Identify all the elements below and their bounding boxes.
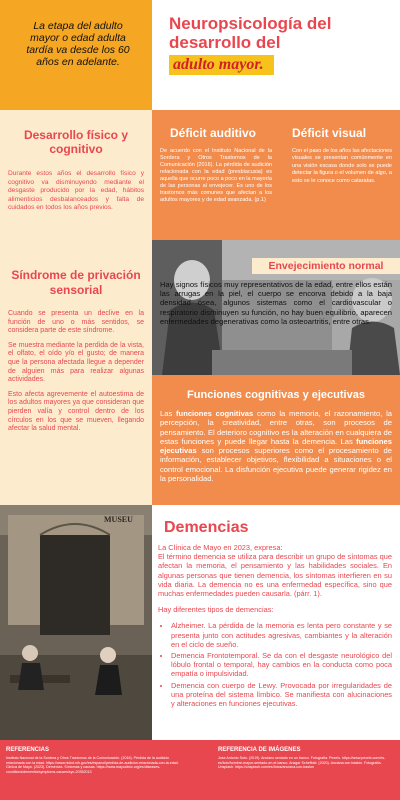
visual-heading: Déficit visual [292,126,367,140]
demencias-quote: El término demencia se utiliza para describir un grupo de síntomas que afectan la memoria, el pensamiento y las habilidades sociales. En algunas personas que tienen demencia, los síntomas interfieren en su vida diaria. La demencia no es una enfermedad específica, sino que muchas enfermedades pueden causarla. (párr. 1). [158,552,392,599]
funciones-text-part: Las [160,409,177,418]
funciones-ejecutivas-term: funciones ejecutivas [160,436,392,456]
references-column [6,747,182,774]
auditivo-section [152,110,280,240]
list-item: • Demencia con cuerpo de Lewy. Provocada por irregularidades de una proteína del sistema límbico. Se manifiesta con alucinaciones y alteraciones en funciones ejecutivas. [171,681,392,709]
references-heading: REFERENCIAS [6,747,50,753]
page-title-highlight: adulto mayor. [169,55,274,75]
title-box [152,0,400,110]
envejecimiento-text: Hay signos físicos muy representativos de la edad, entre ellos están las arrugas en la piel, el cuerpo se encorva debido a la baja densidad ósea, algunos sistemas como el cardiovascular o respiratorio disminuyen su función, no hay buen equilibrio, aparecen enfermedades degenerativas como la osteoartritis, entre otras. [160,280,392,326]
demencias-heading: Demencias [164,519,249,536]
intro-text: La etapa del adulto mayor o edad adulta tardía va desde los 60 años en adelante. [26,20,130,68]
sindrome-text [8,310,144,434]
visual-section [280,110,400,240]
auditivo-text: De acuerdo con el Instituto Nacional de la Sordera y Otros Trastornos de la Comunicación (2016). La pérdida de audición relacionada con la edad (presbiacusia) es aquella que ocurre poco a poco en la mayoría de las personas al envejecer. Es uno de los trastornos más comunes que afectan a los adultos mayores y de edad avanzada. (p.1) [160,148,272,203]
demencias-text [158,543,392,708]
funciones-cognitivas-term: funciones cognitivas [176,409,254,418]
sindrome-heading: Síndrome de privación sensorial [11,268,141,297]
image-references-column [218,747,394,770]
auditivo-heading: Déficit auditivo [170,126,257,140]
references-footer [0,740,400,800]
visual-text: Con el paso de los años las afectaciones visuales se presentan comúnmente en una visión escasa donde solo se puede detectar la figura o el volumen de algo, a esto se le conoce como cataratas. [292,148,392,184]
sindrome-section [0,240,152,505]
sindrome-paragraph: Cuando se presenta un declive en la función de uno o más sentidos, se considera parte de este síndrome. [8,310,144,335]
demencias-types-intro: Hay diferentes tipos de demencias: [158,605,274,615]
page-title-line-2: desarrollo del [169,33,281,52]
fisico-section [0,110,152,240]
demencias-photo [0,505,152,740]
funciones-heading: Funciones cognitivas y ejecutivas [187,389,365,401]
sindrome-paragraph: Esto afecta agrevemente el autoestima de los adultos mayores ya que consideran que pierden valía y control dentro de los círculos en los que se mueven, llegando afectar la salud mental. [8,390,144,433]
fisico-heading: Desarrollo físico y cognitivo [23,128,129,156]
image-references-text: Jose Antonio Soto. (2019). Anciano sentado en un banco. Fotografía. Pexels. https://www.pexels.com/es-es/foto/hombre-mayor-sentado-en-el-banco. Ansgar Scheffold. (2020). Anciana con bastón. Fotografía. Unsplash. https://unsplash.com/es/fotos/anciana-con-baston [218,756,386,770]
funciones-text-part: como la memoria, el razonamiento, la percepción, la creatividad, entre otras, son procesos de pensamiento. El deterioro cognitivo es la alteración en cualquiera de estas funciones y puede llegar hasta la demencia. Las [160,409,392,446]
funciones-text [160,409,392,483]
elderly-men-photo [0,505,152,740]
demencias-source: La Clínica de Mayo en 2023, expresa: [158,543,283,552]
list-item: • Demencia Frontotemporal. Se da con el desgaste neurológico del lóbulo frontal o temporal, hay cambios en la conducta como poca empatía o impulsividad. [171,651,392,679]
list-item: • Alzheimer. La pérdida de la memoria es lenta pero constante y se presenta junto con actitudes agresivas, cambiantes y la alteración en el ciclo de sueño. [171,621,392,649]
funciones-section [152,375,400,505]
image-references-heading: REFERENCIA DE IMÁGENES [218,747,301,753]
envejecimiento-heading: Envejecimiento normal [252,258,400,274]
intro-box [0,0,152,110]
fisico-text: Durante estos años el desarrollo físico y cognitivo va disminuyendo mediante el desgaste producido por la edad, hábitos alimenticios desbalanceados y falta de cuidados en todos los años previos. [8,170,144,212]
references-text: Instituto Nacional de la Sordera y Otros Trastornos de la Comunicación. (2016). Pérdida de la audición relacionada con la edad. https://www.nidcd.nih.gov/es/espanol/perdida-de-audicion-relacionada-con-la-edad. Clínica de Mayo. (2023). Demencia. Síntomas y causas. https://www.mayoclinic.org/es/diseases-conditions/dementia/symptoms-causes/syc-20352013 [6,756,179,774]
museu-sign: MUSEU [104,515,133,524]
page-title-line-1: Neuropsicología del [169,14,332,33]
funciones-text-part: son procesos superiores como el procesamiento de información, establecer objetivos, flexibilidad a situaciones o el control emocional. La disfunción ejecutiva puede generar rigidez en la personalidad. [160,446,392,484]
demencias-section [152,505,400,740]
envejecimiento-section [152,240,400,375]
sindrome-paragraph: Se muestra mediante la perdida de la vista, el olfato, el oído y/o el gusto; de manera que la persona afectada llegue a depender de alguien más para realizar algunas actividades. [8,341,144,384]
demencias-list [158,621,392,708]
